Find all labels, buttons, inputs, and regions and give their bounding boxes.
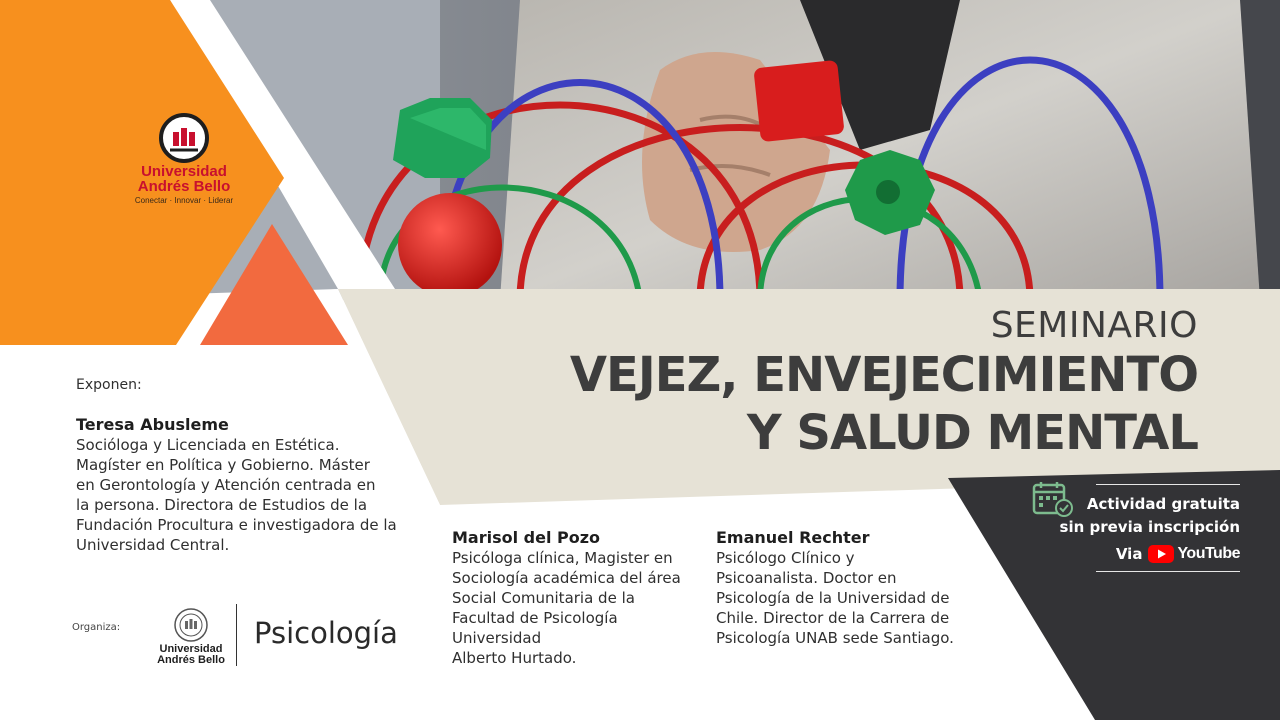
youtube-wordmark: YouTube [1177, 545, 1240, 562]
speaker-bio-line: Magíster en Política y Gobierno. Máster [76, 456, 370, 474]
speaker-bio-line: Facultad de Psicología [452, 609, 618, 627]
university-crest-icon [158, 112, 210, 164]
organizer-name-line1: Universidad [159, 643, 223, 655]
university-name-line2: Andrés Bello [137, 178, 231, 195]
via-label: Via [1115, 545, 1143, 563]
organiza-label: Organiza: [72, 622, 121, 633]
speaker-card [76, 415, 397, 555]
speaker-bio-line: en Gerontología y Atención centrada en [76, 476, 376, 494]
speaker-card [452, 528, 681, 668]
speaker-name: Emanuel Rechter [716, 528, 870, 547]
seminar-title [570, 306, 1198, 462]
info-panel [1040, 484, 1240, 572]
info-line-free: Actividad gratuita [1086, 495, 1240, 513]
department-name: Psicología [254, 616, 398, 650]
speaker-name: Marisol del Pozo [452, 528, 601, 547]
university-logo [118, 112, 250, 205]
speaker-bio-line: Psicología de la Universidad de [716, 589, 950, 607]
speaker-bio-line: Psicólogo Clínico y [716, 549, 855, 567]
title-line-vejez: VEJEZ, ENVEJECIMIENTO [569, 347, 1198, 403]
exponen-label: Exponen: [76, 377, 142, 393]
speaker-bio-line: Universidad Central. [76, 536, 230, 554]
speaker-bio-line: Psicoanalista. Doctor en [716, 569, 897, 587]
youtube-play-icon [1148, 545, 1174, 563]
university-tagline: Conectar · Innovar · Liderar [134, 196, 234, 205]
youtube-logo [1148, 545, 1240, 563]
via-youtube-row [1040, 545, 1240, 563]
speaker-bio-line: Socióloga y Licenciada en Estética. [76, 436, 340, 454]
title-line-salud-mental: Y SALUD MENTAL [746, 405, 1198, 461]
speaker-bio-line: la persona. Directora de Estudios de la [76, 496, 368, 514]
university-crest-icon [172, 606, 210, 644]
speaker-card [716, 528, 954, 648]
organizer-logo [146, 606, 236, 666]
title-seminario: SEMINARIO [990, 305, 1198, 346]
university-name-line1: Universidad [141, 163, 227, 180]
info-divider-bottom [1096, 571, 1240, 572]
speaker-bio-line: Social Comunitaria de la [452, 589, 635, 607]
calendar-check-icon [1032, 480, 1074, 518]
speaker-bio-line: Chile. Director de la Carrera de [716, 609, 950, 627]
speaker-bio-line: Alberto Hurtado. [452, 649, 577, 667]
speaker-bio-line: Psicóloga clínica, Magister en [452, 549, 673, 567]
organizer-divider [236, 604, 237, 666]
organizer-name-line2: Andrés Bello [157, 654, 225, 666]
speaker-bio-line: Sociología académica del área [452, 569, 681, 587]
speaker-name: Teresa Abusleme [76, 415, 229, 434]
speaker-bio-line: Universidad [452, 629, 542, 647]
speaker-bio-line: Psicología UNAB sede Santiago. [716, 629, 954, 647]
speaker-bio-line: Fundación Procultura e investigadora de la [76, 516, 397, 534]
info-line-registration: sin previa inscripción [1059, 518, 1240, 536]
